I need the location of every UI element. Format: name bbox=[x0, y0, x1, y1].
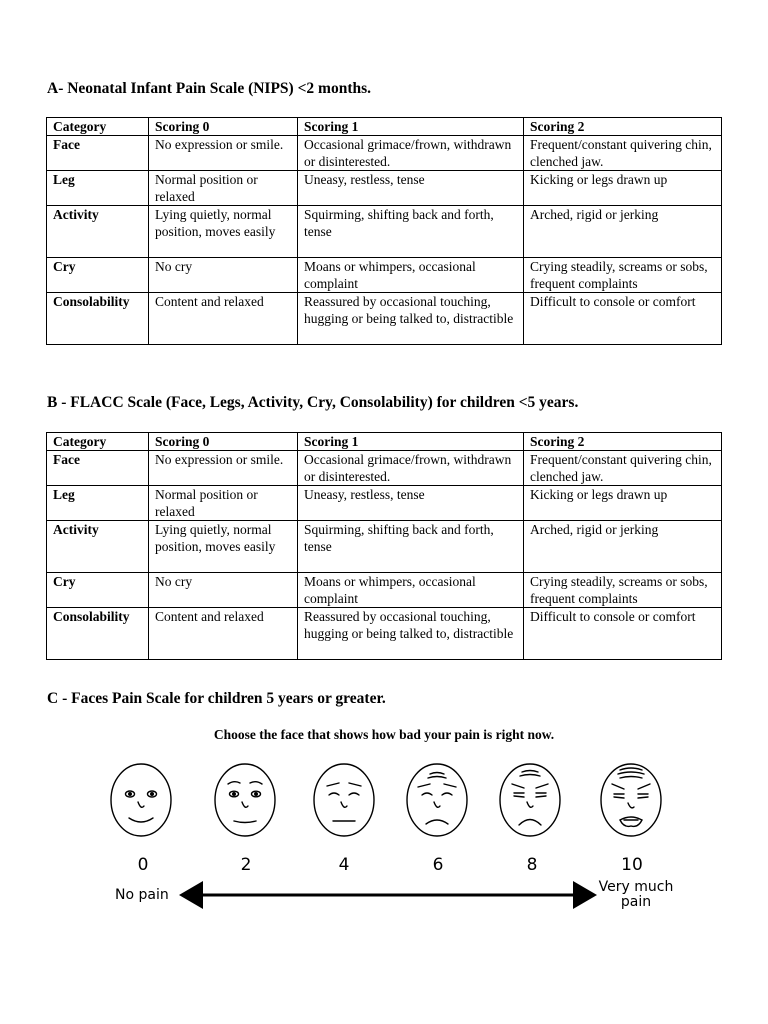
face-10-icon bbox=[601, 764, 661, 836]
face-2-icon bbox=[215, 764, 275, 836]
score-0-cell: Content and relaxed bbox=[149, 608, 298, 660]
category-cell: Leg bbox=[47, 171, 149, 206]
score-2-cell: Difficult to console or comfort bbox=[524, 608, 722, 660]
section-b-heading: B - FLACC Scale (Face, Legs, Activity, Cry, Consolability) for children <5 years. bbox=[47, 394, 579, 411]
score-1-cell: Moans or whimpers, occasional complaint bbox=[298, 258, 524, 293]
category-cell: Face bbox=[47, 136, 149, 171]
face-score-label: 10 bbox=[621, 855, 643, 875]
table-row bbox=[47, 171, 722, 206]
face-0-icon bbox=[111, 764, 171, 836]
table-row bbox=[47, 258, 722, 293]
table-row bbox=[47, 608, 722, 660]
faces-pain-scale bbox=[0, 750, 768, 920]
score-1-cell: Squirming, shifting back and forth, tense bbox=[298, 206, 524, 258]
face-score-label: 6 bbox=[432, 855, 444, 875]
score-2-cell: Frequent/constant quivering chin, clenched jaw. bbox=[524, 136, 722, 171]
table-row bbox=[47, 521, 722, 573]
no-pain-label: No pain bbox=[115, 887, 169, 903]
score-2-cell: Difficult to console or comfort bbox=[524, 293, 722, 345]
column-header: Scoring 0 bbox=[149, 118, 298, 136]
score-2-cell: Arched, rigid or jerking bbox=[524, 206, 722, 258]
score-1-cell: Reassured by occasional touching, hugging or being talked to, distractible bbox=[298, 293, 524, 345]
nips-table bbox=[46, 117, 722, 345]
table-row bbox=[47, 486, 722, 521]
flacc-table bbox=[46, 432, 722, 660]
table-header-row bbox=[47, 433, 722, 451]
score-2-cell: Crying steadily, screams or sobs, frequent complaints bbox=[524, 258, 722, 293]
score-0-cell: No expression or smile. bbox=[149, 136, 298, 171]
score-2-cell: Kicking or legs drawn up bbox=[524, 171, 722, 206]
score-0-cell: Lying quietly, normal position, moves easily bbox=[149, 206, 298, 258]
very-much-pain-label-line2: pain bbox=[620, 894, 652, 910]
face-score-label: 0 bbox=[137, 855, 149, 875]
column-header: Scoring 2 bbox=[524, 433, 722, 451]
score-1-cell: Occasional grimace/frown, withdrawn or disinterested. bbox=[298, 451, 524, 486]
score-1-cell: Uneasy, restless, tense bbox=[298, 486, 524, 521]
column-header: Scoring 1 bbox=[298, 118, 524, 136]
category-cell: Cry bbox=[47, 573, 149, 608]
column-header: Scoring 0 bbox=[149, 433, 298, 451]
category-cell: Consolability bbox=[47, 293, 149, 345]
score-0-cell: No cry bbox=[149, 258, 298, 293]
pain-scale-arrow-icon bbox=[179, 881, 597, 909]
category-cell: Face bbox=[47, 451, 149, 486]
table-row bbox=[47, 206, 722, 258]
table-row bbox=[47, 573, 722, 608]
face-score-label: 4 bbox=[338, 855, 350, 875]
score-1-cell: Occasional grimace/frown, withdrawn or disinterested. bbox=[298, 136, 524, 171]
table-row bbox=[47, 451, 722, 486]
category-cell: Activity bbox=[47, 521, 149, 573]
column-header: Category bbox=[47, 118, 149, 136]
score-0-cell: Normal position or relaxed bbox=[149, 486, 298, 521]
table-header-row bbox=[47, 118, 722, 136]
score-0-cell: No cry bbox=[149, 573, 298, 608]
score-1-cell: Squirming, shifting back and forth, tense bbox=[298, 521, 524, 573]
column-header: Scoring 2 bbox=[524, 118, 722, 136]
score-0-cell: Normal position or relaxed bbox=[149, 171, 298, 206]
score-0-cell: Content and relaxed bbox=[149, 293, 298, 345]
score-2-cell: Kicking or legs drawn up bbox=[524, 486, 722, 521]
score-0-cell: No expression or smile. bbox=[149, 451, 298, 486]
face-score-label: 2 bbox=[240, 855, 252, 875]
face-score-label: 8 bbox=[526, 855, 538, 875]
column-header: Scoring 1 bbox=[298, 433, 524, 451]
section-a-heading: A- Neonatal Infant Pain Scale (NIPS) <2 months. bbox=[47, 80, 372, 97]
category-cell: Consolability bbox=[47, 608, 149, 660]
score-2-cell: Arched, rigid or jerking bbox=[524, 521, 722, 573]
category-cell: Cry bbox=[47, 258, 149, 293]
column-header: Category bbox=[47, 433, 149, 451]
table-row bbox=[47, 136, 722, 171]
score-1-cell: Reassured by occasional touching, hugging or being talked to, distractible bbox=[298, 608, 524, 660]
category-cell: Leg bbox=[47, 486, 149, 521]
face-4-icon bbox=[314, 764, 374, 836]
score-2-cell: Crying steadily, screams or sobs, frequent complaints bbox=[524, 573, 722, 608]
face-8-icon bbox=[500, 764, 560, 836]
score-2-cell: Frequent/constant quivering chin, clenched jaw. bbox=[524, 451, 722, 486]
score-0-cell: Lying quietly, normal position, moves easily bbox=[149, 521, 298, 573]
face-6-icon bbox=[407, 764, 467, 836]
score-1-cell: Moans or whimpers, occasional complaint bbox=[298, 573, 524, 608]
faces-instruction: Choose the face that shows how bad your pain is right now. bbox=[213, 727, 555, 742]
category-cell: Activity bbox=[47, 206, 149, 258]
score-1-cell: Uneasy, restless, tense bbox=[298, 171, 524, 206]
section-c-heading: C - Faces Pain Scale for children 5 years or greater. bbox=[47, 690, 386, 707]
table-row bbox=[47, 293, 722, 345]
very-much-pain-label: Very much bbox=[598, 879, 674, 895]
